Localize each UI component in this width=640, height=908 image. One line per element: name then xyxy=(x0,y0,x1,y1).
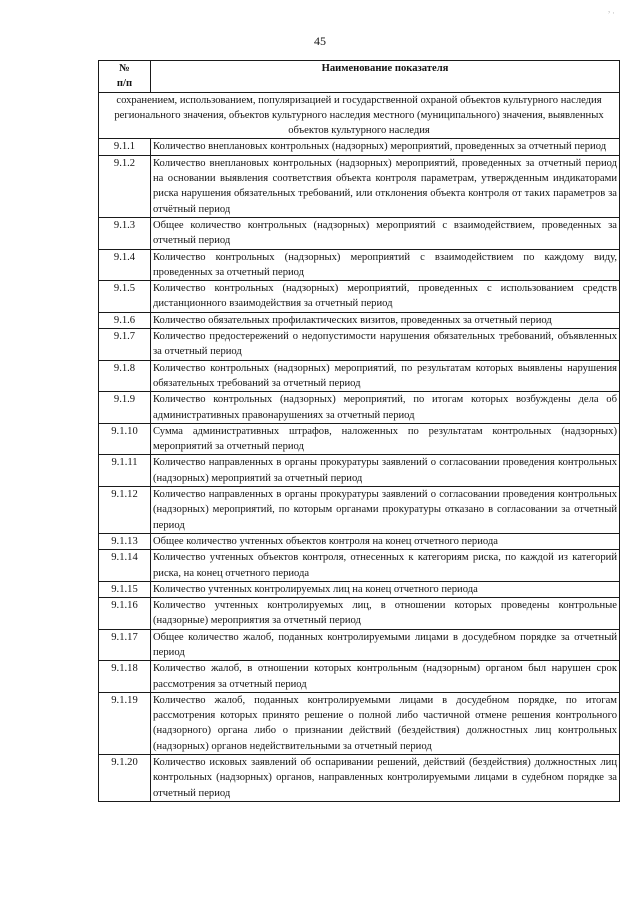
table-row xyxy=(99,155,620,217)
column-header-number xyxy=(99,61,151,93)
row-number: 9.1.13 xyxy=(99,533,151,549)
table-row xyxy=(99,629,620,661)
row-number: 9.1.5 xyxy=(99,281,151,313)
table-row xyxy=(99,487,620,534)
row-indicator-name: Сумма административных штрафов, наложенных по результатам контрольных (надзорных) мероприятий за отчетный период xyxy=(151,423,620,455)
row-number: 9.1.14 xyxy=(99,550,151,582)
table-row xyxy=(99,217,620,249)
table-row xyxy=(99,533,620,549)
row-number: 9.1.15 xyxy=(99,581,151,597)
row-indicator-name: Количество внеплановых контрольных (надзорных) мероприятий, проведенных за отчетный период xyxy=(151,139,620,155)
row-number: 9.1.16 xyxy=(99,598,151,630)
row-indicator-name: Общее количество жалоб, поданных контролируемыми лицами в досудебном порядке за отчетный период xyxy=(151,629,620,661)
table-row xyxy=(99,329,620,361)
row-indicator-name: Количество предостережений о недопустимости нарушения обязательных требований, объявленных за отчетный период xyxy=(151,329,620,361)
column-header-name-text: Наименование показателя xyxy=(321,63,449,74)
row-indicator-name: Количество направленных в органы прокуратуры заявлений о согласовании проведения контрольных (надзорных) мероприятий, по которым органами прокуратуры отказано в согласовании за отчетный период xyxy=(151,487,620,534)
row-number: 9.1.19 xyxy=(99,692,151,754)
row-indicator-name: Количество обязательных профилактических визитов, проведенных за отчетный период xyxy=(151,312,620,328)
row-number: 9.1.1 xyxy=(99,139,151,155)
row-number: 9.1.11 xyxy=(99,455,151,487)
row-number: 9.1.2 xyxy=(99,155,151,217)
row-indicator-name: Количество контрольных (надзорных) мероприятий, проведенных с использованием средств дистанционного взаимодействия за отчетный период xyxy=(151,281,620,313)
table-row xyxy=(99,455,620,487)
row-number: 9.1.6 xyxy=(99,312,151,328)
row-number: 9.1.8 xyxy=(99,360,151,392)
row-indicator-name: Количество внеплановых контрольных (надзорных) мероприятий, проведенных за отчетный период на основании выявления соответствия объекта контроля параметрам, утвержденным индикаторами риска нарушения обязательных требований, или отклонения объекта контроля от таких параметров за отчётный период xyxy=(151,155,620,217)
row-indicator-name: Количество учтенных контролируемых лиц, в отношении которых проведены контрольные (надзорные) мероприятия за отчетный период xyxy=(151,598,620,630)
row-indicator-name: Количество исковых заявлений об оспаривании решений, действий (бездействия) должностных лиц контрольных (надзорных) органов, направленных контролируемыми лицами в судебном порядке за отчетный период xyxy=(151,755,620,802)
indicators-table xyxy=(98,60,620,802)
row-number: 9.1.9 xyxy=(99,392,151,424)
continuation-row xyxy=(99,92,620,139)
row-indicator-name: Общее количество контрольных (надзорных) мероприятий с взаимодействием, проведенных за отчетный период xyxy=(151,217,620,249)
scan-mark-top: , xyxy=(608,4,611,14)
row-number: 9.1.12 xyxy=(99,487,151,534)
row-number: 9.1.10 xyxy=(99,423,151,455)
page-number: 45 xyxy=(314,34,326,48)
table-row xyxy=(99,692,620,754)
scan-mark-top-2: · xyxy=(612,8,615,18)
table-row xyxy=(99,755,620,802)
row-number: 9.1.7 xyxy=(99,329,151,361)
table-row xyxy=(99,312,620,328)
row-number: 9.1.20 xyxy=(99,755,151,802)
table-row xyxy=(99,392,620,424)
row-indicator-name: Количество контрольных (надзорных) мероприятий, по результатам которых выявлены нарушения обязательных требований за отчетный период xyxy=(151,360,620,392)
row-indicator-name: Количество учтенных объектов контроля, отнесенных к категориям риска, по каждой из категорий риска, на конец отчетного периода xyxy=(151,550,620,582)
table-row xyxy=(99,581,620,597)
table-row xyxy=(99,423,620,455)
row-indicator-name: Количество контрольных (надзорных) мероприятий с взаимодействием по каждому виду, проведенных за отчетный период xyxy=(151,249,620,281)
column-header-number-text: № п/п xyxy=(116,63,133,90)
row-number: 9.1.4 xyxy=(99,249,151,281)
row-indicator-name: Количество жалоб, поданных контролируемыми лицами в досудебном порядке, по итогам рассмотрения которых принято решение о полной либо частичной отмене решения контрольного (надзорного) органа либо о признании действий (бездействия) должностных лиц контрольных (надзорных) органов недействительными за отчетный период xyxy=(151,692,620,754)
table-row xyxy=(99,139,620,155)
continuation-text: сохранением, использованием, популяризацией и государственной охраной объектов культурного наследия регионального значения, объектов культурного наследия местного (муниципального) значения, выявленных объектов культурного наследия xyxy=(99,92,620,139)
table-row xyxy=(99,281,620,313)
table-row xyxy=(99,661,620,693)
table-row xyxy=(99,598,620,630)
table-row xyxy=(99,249,620,281)
row-indicator-name: Количество направленных в органы прокуратуры заявлений о согласовании проведения контрольных (надзорных) мероприятий за отчетный период xyxy=(151,455,620,487)
row-indicator-name: Общее количество учтенных объектов контроля на конец отчетного периода xyxy=(151,533,620,549)
row-number: 9.1.3 xyxy=(99,217,151,249)
row-indicator-name: Количество жалоб, в отношении которых контрольным (надзорным) органом был нарушен срок рассмотрения за отчетный период xyxy=(151,661,620,693)
row-number: 9.1.18 xyxy=(99,661,151,693)
column-header-name xyxy=(151,61,620,93)
row-indicator-name: Количество контрольных (надзорных) мероприятий, по итогам которых возбуждены дела об административных правонарушениях за отчетный период xyxy=(151,392,620,424)
row-indicator-name: Количество учтенных контролируемых лиц на конец отчетного периода xyxy=(151,581,620,597)
row-number: 9.1.17 xyxy=(99,629,151,661)
table-row xyxy=(99,360,620,392)
table-row xyxy=(99,550,620,582)
table-header-row xyxy=(99,61,620,93)
